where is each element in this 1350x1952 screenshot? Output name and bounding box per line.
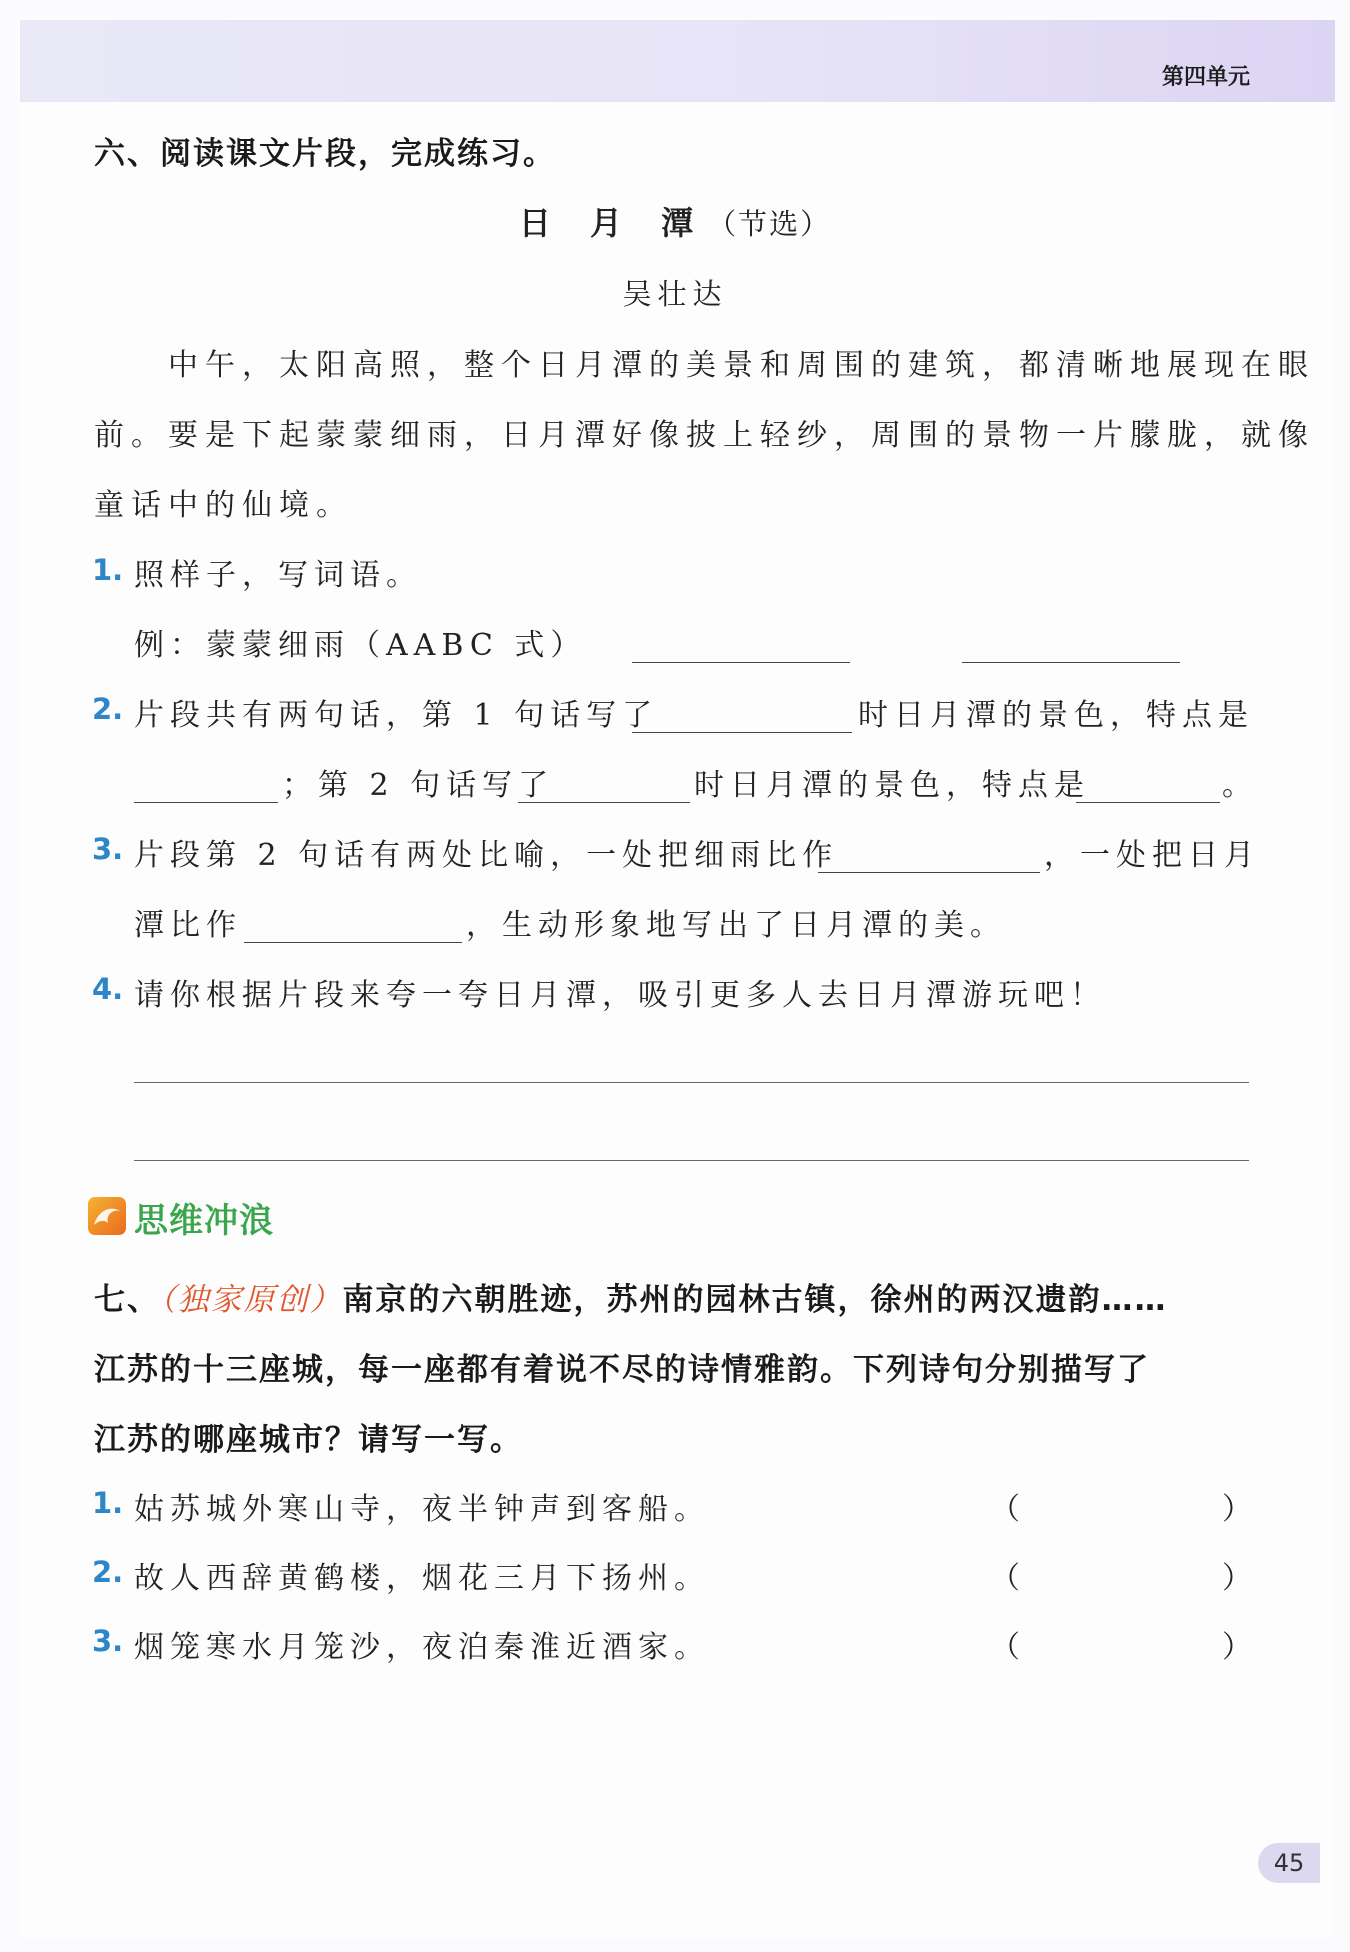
page-number: 45 <box>1258 1843 1320 1883</box>
poem-line: 姑苏城外寒山寺，夜半钟声到客船。 <box>134 1492 710 1527</box>
question-number: 4. <box>92 972 124 1006</box>
section-7-line3: 江苏的哪座城市？请写一写。 <box>94 1422 523 1458</box>
writing-line[interactable] <box>134 1160 1249 1161</box>
passage-title-main: 日 月 潭 <box>518 204 708 242</box>
answer-paren-close[interactable]: ） <box>1222 1492 1252 1527</box>
passage-title <box>0 198 1350 244</box>
section-6-heading: 六、阅读课文片段，完成练习。 <box>94 136 556 172</box>
question-text: ，一处把日月 <box>1044 838 1260 873</box>
question-text: 潭比作 <box>134 908 242 943</box>
section-7-prefix: 七、 <box>94 1282 160 1318</box>
passage-author: 吴壮达 <box>622 277 728 311</box>
question-text: ；第 2 句话写了 <box>282 768 555 803</box>
question-number: 1. <box>92 553 124 587</box>
answer-blank[interactable] <box>1076 802 1220 803</box>
answer-blank[interactable] <box>134 802 278 803</box>
question-text: 时日月潭的景色，特点是 <box>858 698 1254 733</box>
think-label: 思维冲浪 <box>134 1201 274 1241</box>
unit-label: 第四单元 <box>1161 65 1250 90</box>
passage-title-sub: （节选） <box>707 207 832 241</box>
answer-paren-open[interactable]: （ <box>990 1561 1020 1596</box>
header-band <box>20 20 1335 102</box>
question-text: 请你根据片段来夸一夸日月潭，吸引更多人去日月潭游玩吧！ <box>134 978 1106 1013</box>
answer-blank[interactable] <box>518 802 690 803</box>
section-7-line2: 江苏的十三座城，每一座都有着说不尽的诗情雅韵。下列诗句分别描写了 <box>94 1352 1150 1388</box>
answer-paren-open[interactable]: （ <box>990 1630 1020 1665</box>
original-tag: （独家原创） <box>160 1282 343 1318</box>
answer-paren-close[interactable]: ） <box>1222 1561 1252 1596</box>
writing-line[interactable] <box>134 1082 1249 1083</box>
question-number: 2. <box>92 1555 124 1589</box>
passage-line: 童话中的仙境。 <box>94 488 353 523</box>
question-text: 。 <box>1222 768 1258 803</box>
example-text: 例：蒙蒙细雨（AABC 式） <box>134 628 587 663</box>
question-text: ，生动形象地写出了日月潭的美。 <box>466 908 1006 943</box>
question-number: 2. <box>92 692 124 726</box>
wave-icon <box>88 1197 126 1235</box>
poem-line: 烟笼寒水月笼沙，夜泊秦淮近酒家。 <box>134 1630 710 1665</box>
question-number: 3. <box>92 1624 124 1658</box>
question-text: 片段共有两句话，第 1 句话写了 <box>134 698 659 733</box>
question-text: 时日月潭的景色，特点是 <box>694 768 1090 803</box>
question-text: 片段第 2 句话有两处比喻，一处把细雨比作 <box>134 838 839 873</box>
answer-blank[interactable] <box>632 662 850 663</box>
answer-blank[interactable] <box>818 872 1040 873</box>
answer-blank[interactable] <box>244 942 462 943</box>
answer-blank[interactable] <box>632 732 852 733</box>
passage-line: 前。要是下起蒙蒙细雨，日月潭好像披上轻纱，周围的景物一片朦胧，就像 <box>94 418 1315 453</box>
answer-paren-close[interactable]: ） <box>1222 1630 1252 1665</box>
poem-line: 故人西辞黄鹤楼，烟花三月下扬州。 <box>134 1561 710 1596</box>
question-text: 照样子，写词语。 <box>134 558 422 593</box>
passage-line: 中午，太阳高照，整个日月潭的美景和周围的建筑，都清晰地展现在眼 <box>168 348 1315 383</box>
section-7-line1: 南京的六朝胜迹，苏州的园林古镇，徐州的两汉遗韵…… <box>342 1282 1168 1318</box>
question-number: 3. <box>92 832 124 866</box>
answer-paren-open[interactable]: （ <box>990 1492 1020 1527</box>
question-number: 1. <box>92 1486 124 1520</box>
section-7-heading <box>94 1274 1168 1319</box>
answer-blank[interactable] <box>962 662 1180 663</box>
